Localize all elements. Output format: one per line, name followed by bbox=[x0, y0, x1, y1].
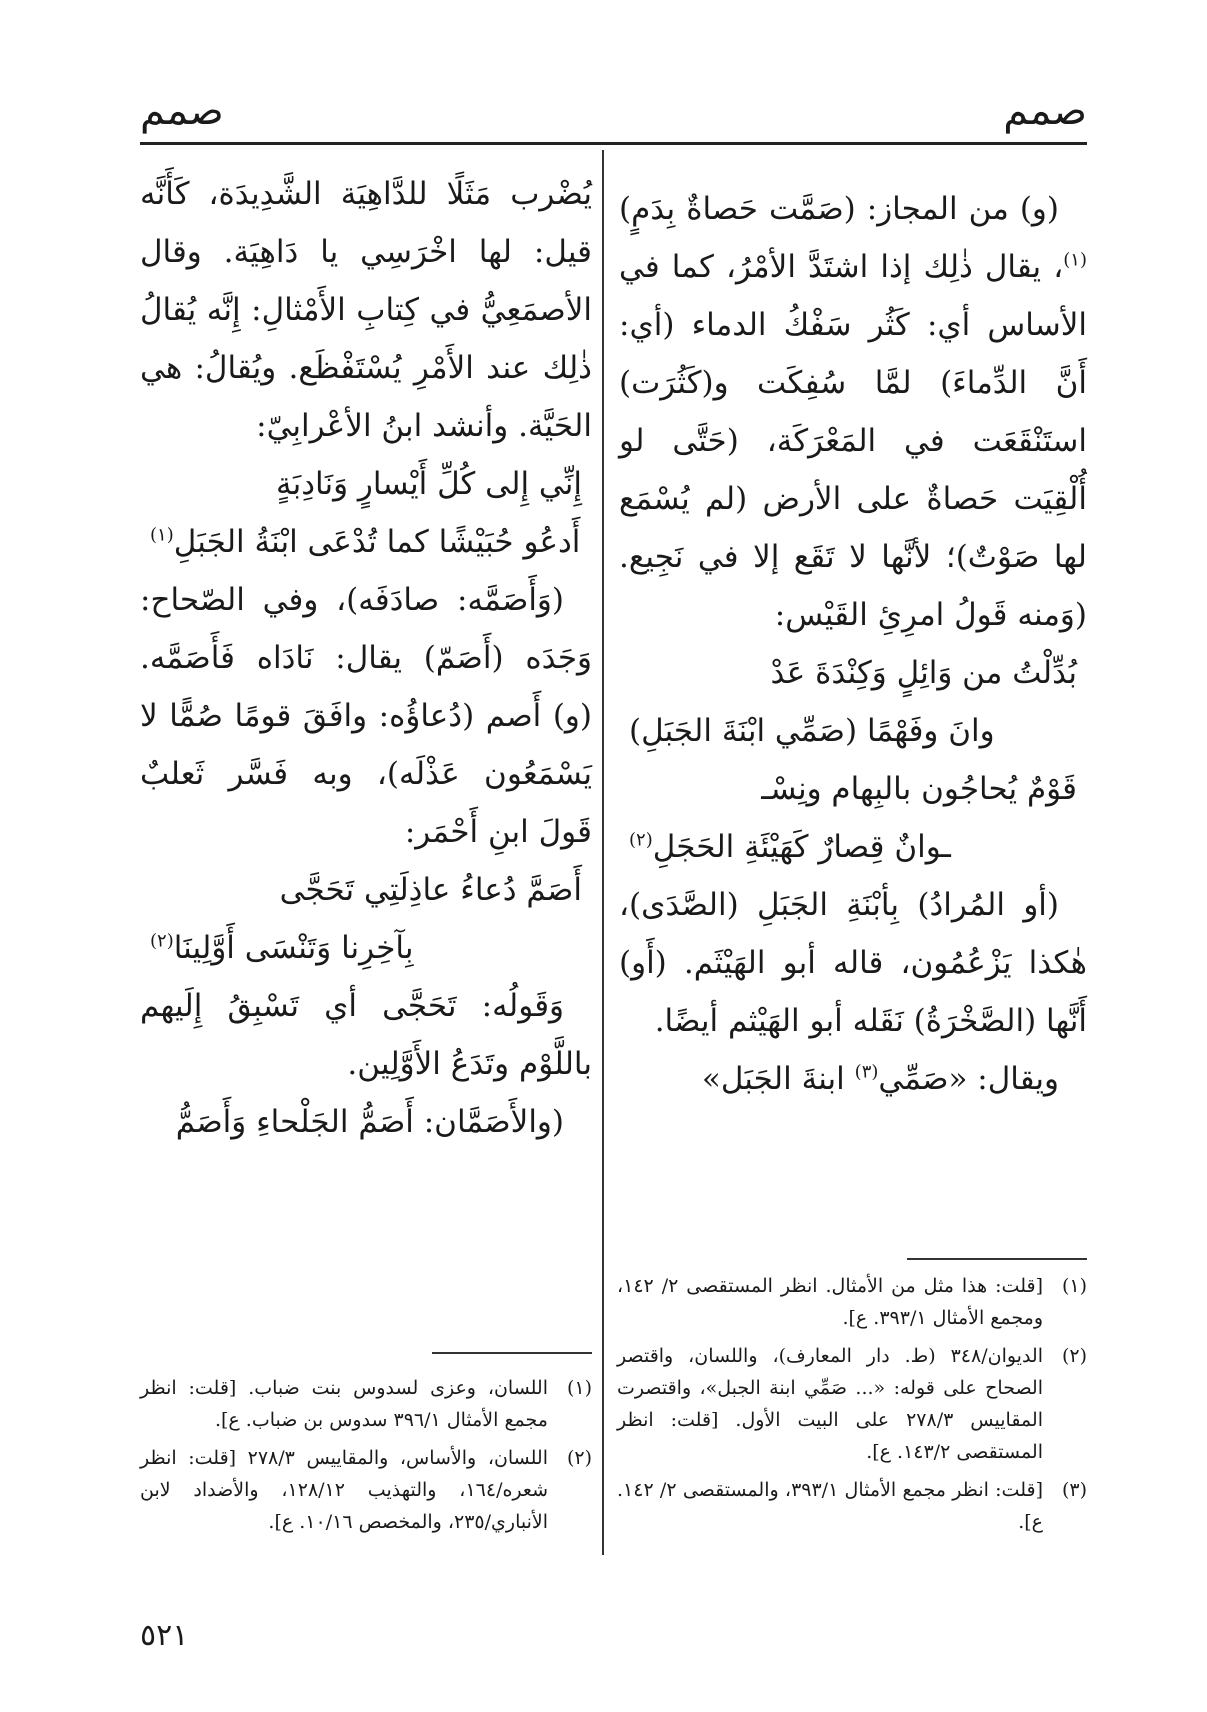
footnote bbox=[617, 1340, 1087, 1468]
left-paragraph-4: (والأَصَمَّان: أَصَمُّ الجَلْحاءِ وَأَصَمُّ bbox=[175, 1104, 564, 1140]
footnote-number: (٢) bbox=[1061, 1345, 1087, 1367]
footnotes-left bbox=[140, 1372, 592, 1544]
left-verse-1-line-2 bbox=[140, 513, 592, 571]
footnote-ref: (٢) bbox=[629, 829, 653, 851]
footnote-number: (٢) bbox=[566, 1447, 592, 1469]
footnote-ref: (١) bbox=[1063, 249, 1087, 271]
footnote-text: اللسان، والأساس، والمقاييس ٢٧٨/٣ [قلت: انظر شعره/١٦٤، والتهذيب ١٢٨/١٢، والأضداد لابن الأنباري/٢٣٥، والمخصص ١٠/١٦. ع]. bbox=[140, 1447, 548, 1533]
footnote bbox=[617, 1474, 1087, 1538]
right-paragraph-1-cont: ، يقال ذٰلِك إذا اشتَدَّ الأمْرُ، كما في الأساس أي: كَثُر سَفْكُ الدماء (أي: أَنَّ الدِّماءَ) لمَّا سُفِكَت و(كَثُرَت) استَنْقَعَت في المَعْرَكَة، (حَتَّى لو أُلْقِيَت حَصاةٌ على الأرض (لم يُسْمَع لها صَوْتٌ)؛ لأنَّها لا تَقَع إلا في نَجِيع. (وَمنه قَولُ امرِئِ القَيْس: bbox=[619, 249, 1087, 633]
left-paragraph-3: وَقَولُه: تَحَجَّى أي تَسْبِقُ إِلَيهم باللَّوْم وتَدَعُ الأَوَّلِين. bbox=[140, 988, 592, 1082]
running-header-right: صمم bbox=[1003, 88, 1087, 134]
footnote-rule-left bbox=[432, 1352, 592, 1354]
footnote-number: (١) bbox=[1061, 1275, 1087, 1297]
right-paragraph-3-cont: ابنةَ الجَبَل» bbox=[701, 1061, 855, 1097]
footnote-ref: (٣) bbox=[854, 1061, 879, 1083]
footnote bbox=[140, 1442, 592, 1538]
right-verse-2-line-1: قَوْمٌ يُحاجُون بالبِهام ونِسْـ bbox=[761, 771, 1077, 807]
right-paragraph-2: (أو المُرادُ) بِأبْنَةِ الجَبَلِ (الصَّدَى)، هٰكذا يَزْعُمُون، قاله أبو الهَيْثَم. (أَو) أَنَّها (الصَّخْرَةُ) نَقَله أبو الهَيْثم أيضًا. bbox=[619, 887, 1087, 1039]
right-paragraph-1-text: (و) من المجاز: (صَمَّت حَصاةٌ بِدَمٍ) bbox=[619, 191, 1059, 227]
footnote-ref: (١) bbox=[150, 524, 174, 546]
column-divider bbox=[602, 150, 604, 1555]
running-header-left: صمم bbox=[140, 88, 224, 134]
header-rule bbox=[140, 142, 1087, 145]
footnote-number: (٣) bbox=[1061, 1479, 1087, 1501]
left-verse-1-line-1: إِنِّي إِلى كُلِّ أَيْسارٍ وَنَادِبَةٍ bbox=[275, 466, 582, 502]
footnotes-right bbox=[617, 1270, 1087, 1544]
right-verse-1-line-2: وانَ وفَهْمًا (صَمِّي ابْنَةَ الجَبَلِ) bbox=[629, 713, 995, 749]
footnote-rule-right bbox=[907, 1258, 1087, 1260]
left-verse-1-line-2-text: أَدعُو حُبَيْشًا كما تُدْعَى ابْنَةُ الجَبَلِ bbox=[173, 524, 581, 560]
left-column bbox=[140, 165, 592, 1151]
left-paragraph-1: يُضْرب مَثَلًا للدَّاهِيَة الشَّدِيدَة، كَأَنَّه قيل: لها اخْرَسِي يا دَاهِيَة. وقال الأصمَعِيُّ في كِتابِ الأَمْثالِ: إِنَّه يُقالُ ذٰلِك عند الأَمْرِ يُسْتَفْظَع. ويُقالُ: هي الحَيَّة. وأنشد ابنُ الأعْرابِيّ: bbox=[140, 176, 592, 444]
footnote-text: [قلت: هذا مثل من الأمثال. انظر المستقصى ٢/ ١٤٢، ومجمع الأمثال ٣٩٣/١. ع]. bbox=[617, 1275, 1043, 1329]
footnote-text: [قلت: انظر مجمع الأمثال ٣٩٣/١، والمستقصى ٢/ ١٤٢. ع]. bbox=[617, 1479, 1043, 1533]
left-verse-2-line-1: أَصَمَّ دُعاءُ عاذِلَتِي تَحَجَّى bbox=[279, 872, 582, 908]
footnote bbox=[617, 1270, 1087, 1334]
right-verse-2-line-2-text: ـوانٌ قِصارٌ كَهَيْئَةِ الحَجَلِ bbox=[652, 829, 951, 865]
left-paragraph-2: (وَأَصَمَّه: صادَفَه)، وفي الصّحاح: وَجَدَه (أَصَمّ) يقال: نَادَاه فَأَصَمَّه. (و) أَصم (دُعاؤُه: وافَقَ قومًا صُمًّا لا يَسْمَعُون عَذْلَه)، وبه فَسَّر ثَعلبٌ قَولَ ابنِ أَحْمَر: bbox=[140, 582, 592, 850]
footnote-text: اللسان، وعزى لسدوس بنت ضباب. [قلت: انظر مجمع الأمثال ٣٩٦/١ سدوس بن ضباب. ع]. bbox=[140, 1377, 548, 1431]
footnote-number: (١) bbox=[566, 1377, 592, 1399]
right-paragraph-3 bbox=[619, 1050, 1087, 1108]
right-verse-2-line-2 bbox=[619, 818, 1087, 876]
footnote bbox=[140, 1372, 592, 1436]
left-verse-2-line-2-text: بِآخِرِنا وَتَنْسَى أَوَّلِينَا bbox=[173, 930, 414, 966]
right-verse-1-line-1: بُدِّلْتُ من وَائِلٍ وَكِنْدَةَ عَدْ bbox=[770, 655, 1077, 691]
footnote-ref: (٢) bbox=[150, 930, 174, 952]
right-column bbox=[619, 180, 1087, 1108]
left-verse-2-line-2 bbox=[140, 919, 592, 977]
right-paragraph-3-text: ويقال: «صَمِّي bbox=[878, 1061, 1059, 1097]
right-paragraph-1 bbox=[619, 180, 1087, 644]
footnote-text: الديوان/٣٤٨ (ط. دار المعارف)، واللسان، واقتصر الصحاح على قوله: «... صَمِّي ابنة الجبل»، واقتصرت المقاييس ٢٧٨/٣ على البيت الأول. [قلت: انظر المستقصى ١٤٣/٢. ع]. bbox=[617, 1345, 1043, 1463]
page-number: ٥٢١ bbox=[140, 1618, 189, 1653]
